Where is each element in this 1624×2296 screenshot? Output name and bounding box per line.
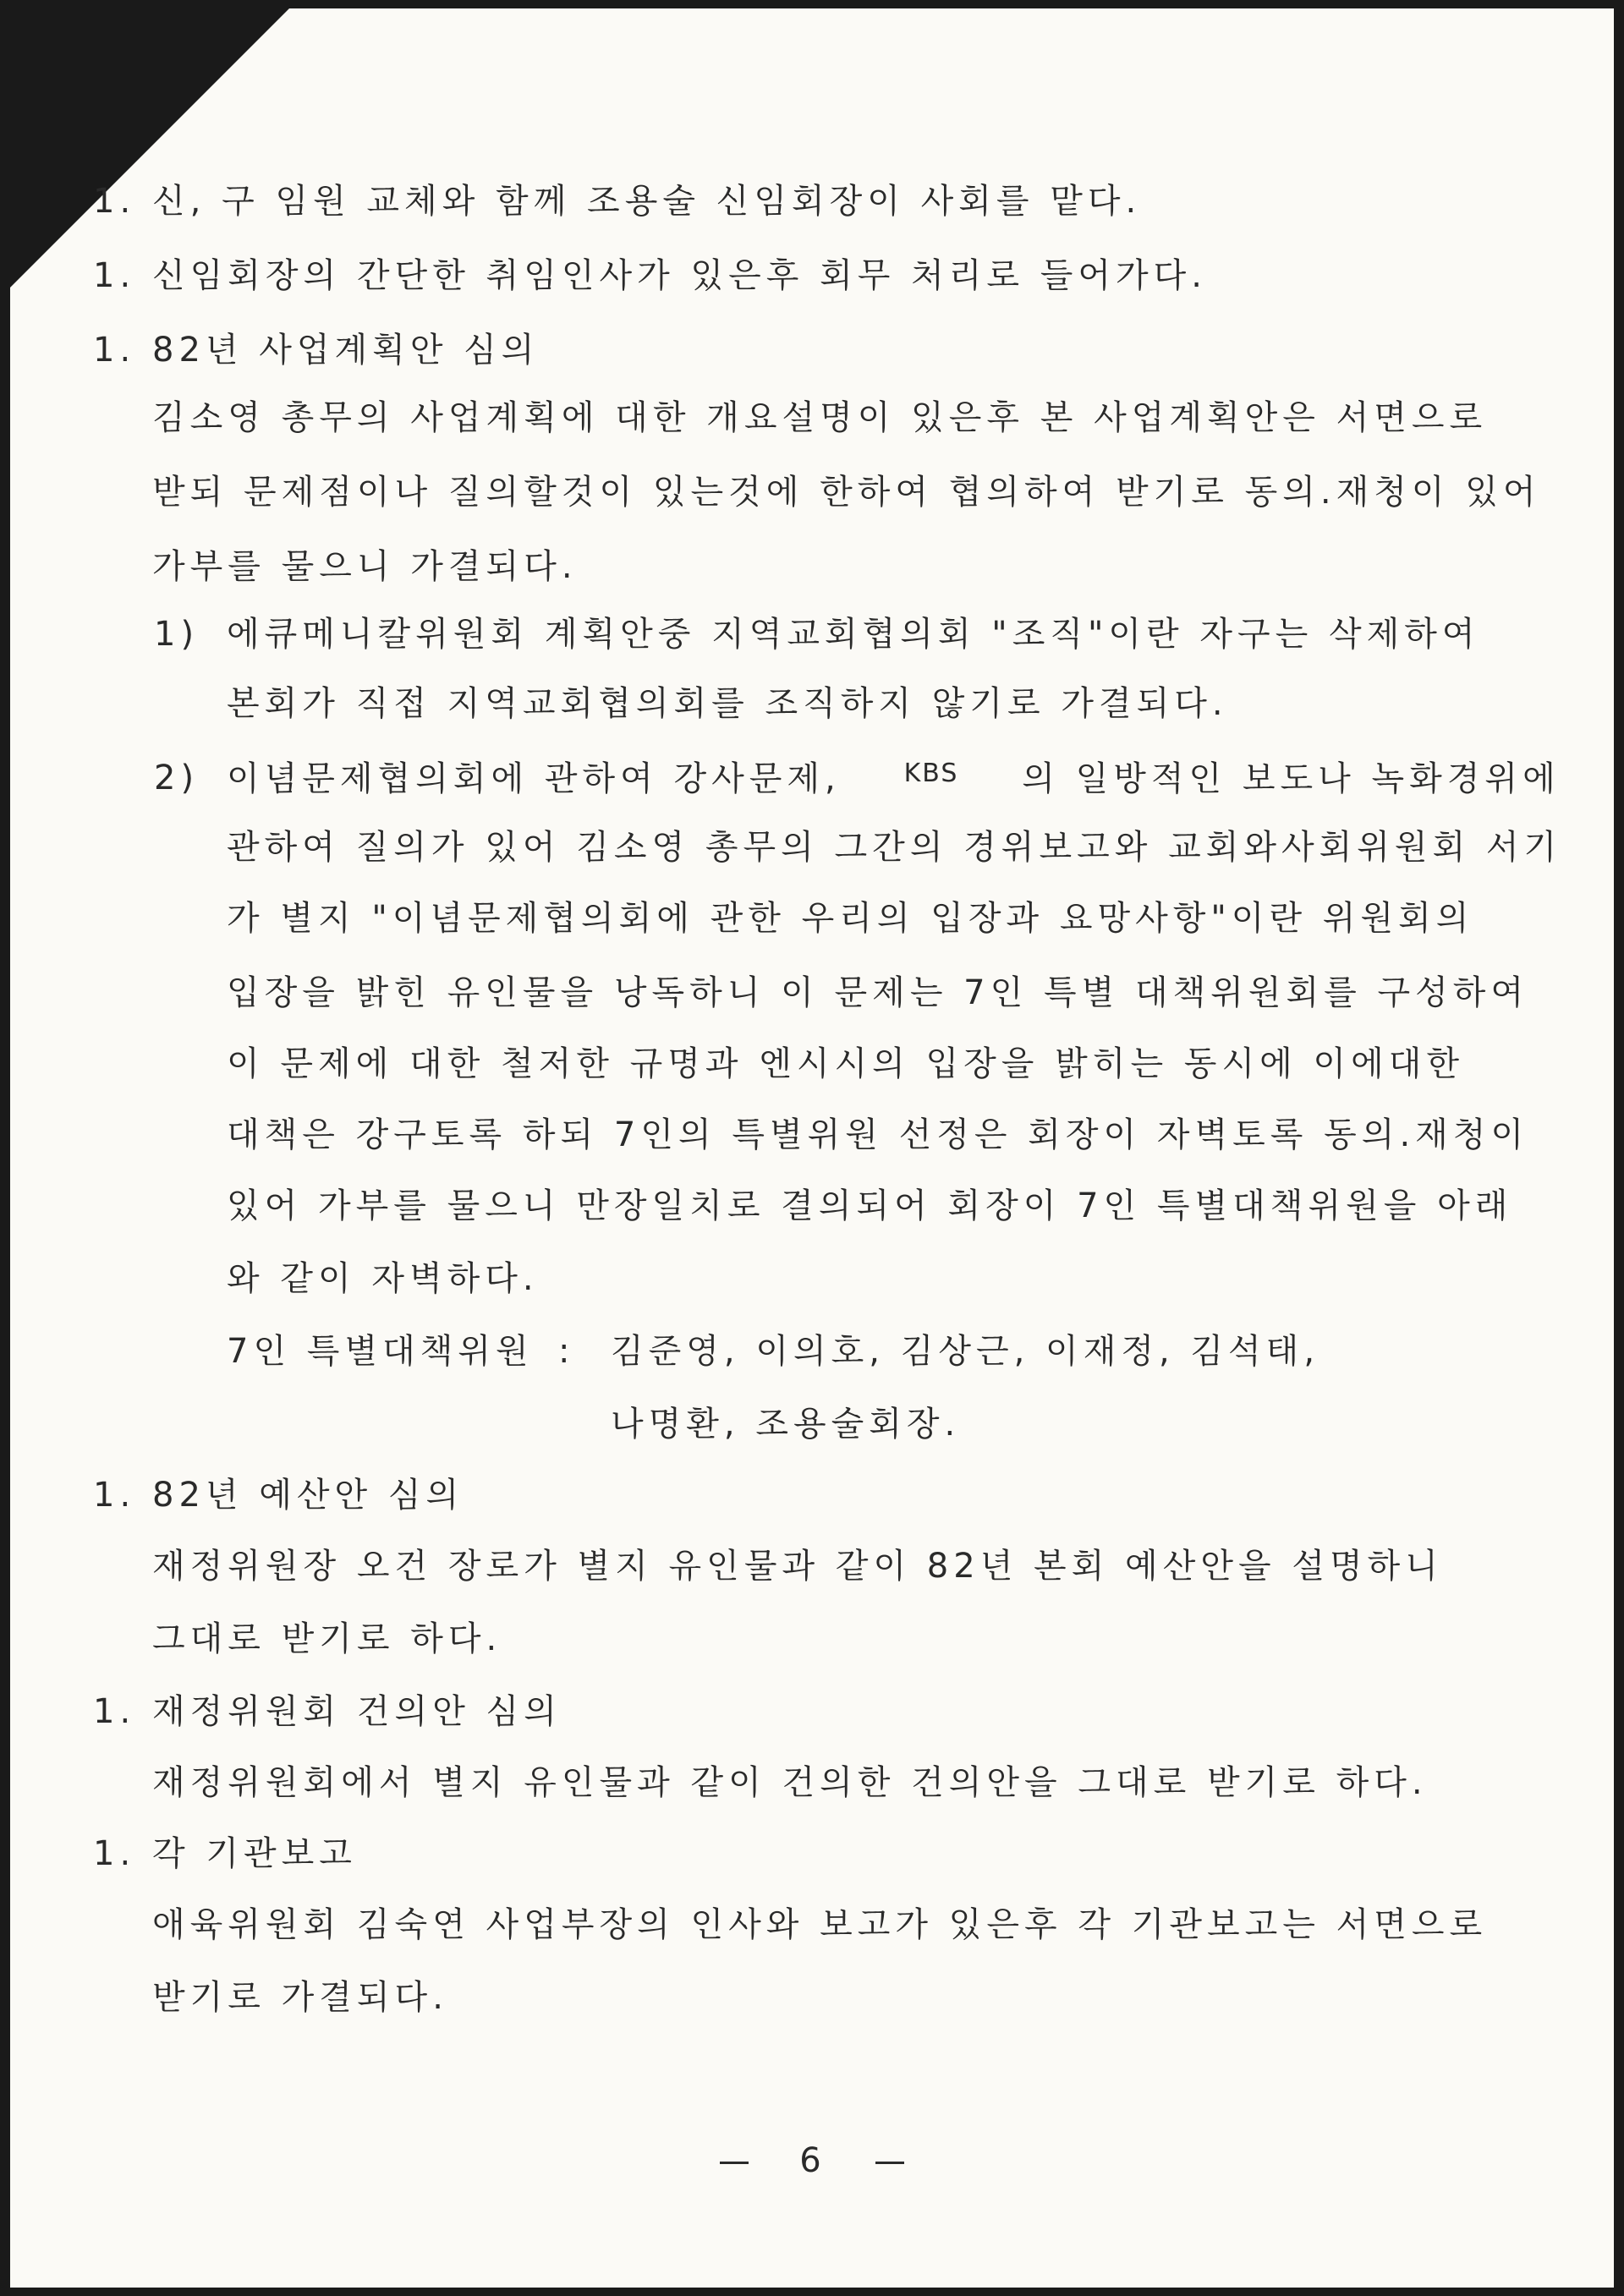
business-plan-text-3: 가부를 물으니 가결되다. bbox=[152, 547, 578, 586]
document-page bbox=[10, 8, 1614, 2288]
item-bullet: 1. bbox=[93, 1692, 136, 1731]
item-new-officers: 신, 구 임원 교체와 함께 조용술 신임회장이 사회를 맡다. bbox=[152, 182, 1142, 221]
agency-reports-text-2: 받기로 가결되다. bbox=[152, 1978, 448, 2017]
item-bullet: 1. bbox=[93, 331, 136, 370]
ideology-text-6: 대책은 강구토록 하되 7인의 특별위원 선정은 회장이 자벽토록 동의.재청이 bbox=[227, 1115, 1529, 1154]
item-finance-proposal-title: 재정위원회 건의안 심의 bbox=[152, 1692, 562, 1731]
budget-text-2: 그대로 받기로 하다. bbox=[152, 1619, 502, 1658]
page-dash-left bbox=[720, 2162, 749, 2164]
committee-colon: : bbox=[558, 1332, 575, 1371]
page-number-value: 6 bbox=[799, 2141, 825, 2180]
committee-label: 7인 특별대책위원 bbox=[227, 1332, 534, 1371]
finance-proposal-text: 재정위원회에서 별지 유인물과 같이 건의한 건의안을 그대로 받기로 하다. bbox=[152, 1763, 1428, 1802]
ideology-text-1-post: 의 일방적인 보도나 녹화경위에 bbox=[1022, 759, 1561, 798]
ideology-text-8: 와 같이 자벽하다. bbox=[227, 1259, 539, 1298]
ecumenical-text-2: 본회가 직접 지역교회협의회를 조직하지 않기로 가결되다. bbox=[227, 684, 1228, 723]
business-plan-text-2: 받되 문제점이나 질의할것이 있는것에 한하여 협의하여 받기로 동의.재청이 있어 bbox=[152, 473, 1541, 512]
item-business-plan-title: 82년 사업계획안 심의 bbox=[152, 331, 540, 370]
agency-reports-text-1: 애육위원회 김숙연 사업부장의 인사와 보고가 있은후 각 기관보고는 서면으로 bbox=[152, 1905, 1488, 1944]
item-bullet: 1. bbox=[93, 256, 136, 295]
ideology-text-5: 이 문제에 대한 철저한 규명과 엔시시의 입장을 밝히는 동시에 이에대한 bbox=[227, 1044, 1464, 1083]
ecumenical-text-1: 에큐메니칼위원회 계획안중 지역교회협의회 "조직"이란 자구는 삭제하여 bbox=[227, 615, 1480, 654]
page-number bbox=[10, 2141, 1614, 2180]
item-bullet: 1. bbox=[93, 1476, 136, 1515]
item-budget-title: 82년 예산안 심의 bbox=[152, 1476, 464, 1515]
sub-item-number: 1) bbox=[154, 615, 200, 654]
page-dash-right bbox=[875, 2162, 904, 2164]
ideology-text-2: 관하여 질의가 있어 김소영 총무의 그간의 경위보고와 교회와사회위원회 서기 bbox=[227, 828, 1562, 867]
item-bullet: 1. bbox=[93, 1834, 136, 1873]
sub-item-number: 2) bbox=[154, 759, 200, 797]
ideology-text-3: 가 별지 "이념문제협의회에 관한 우리의 입장과 요망사항"이란 위원회의 bbox=[227, 899, 1474, 938]
budget-text-1: 재정위원장 오건 장로가 별지 유인물과 같이 82년 본회 예산안을 설명하니 bbox=[152, 1547, 1443, 1586]
business-plan-text-1: 김소영 총무의 사업계획에 대한 개요설명이 있은후 본 사업계획안은 서면으로 bbox=[152, 398, 1488, 437]
item-agency-reports-title: 각 기관보고 bbox=[152, 1834, 357, 1873]
item-inaugural-greeting: 신임회장의 간단한 취임인사가 있은후 회무 처리로 들어가다. bbox=[152, 256, 1208, 295]
minutes-body bbox=[10, 8, 1614, 2288]
committee-names-1: 김준영, 이의호, 김상근, 이재정, 김석태, bbox=[611, 1332, 1320, 1371]
ideology-text-1 bbox=[227, 761, 1561, 796]
committee-names-2: 나명환, 조용술회장. bbox=[611, 1405, 961, 1444]
ideology-text-4: 입장을 밝힌 유인물을 낭독하니 이 문제는 7인 특별 대책위원회를 구성하여 bbox=[227, 973, 1529, 1012]
ideology-text-1-pre: 이념문제협의회에 관하여 강사문제, bbox=[227, 759, 841, 798]
item-bullet: 1. bbox=[93, 182, 136, 221]
kbs-label: KBS bbox=[903, 759, 959, 788]
ideology-text-7: 있어 가부를 물으니 만장일치로 결의되어 회장이 7인 특별대책위원을 아래 bbox=[227, 1186, 1513, 1225]
